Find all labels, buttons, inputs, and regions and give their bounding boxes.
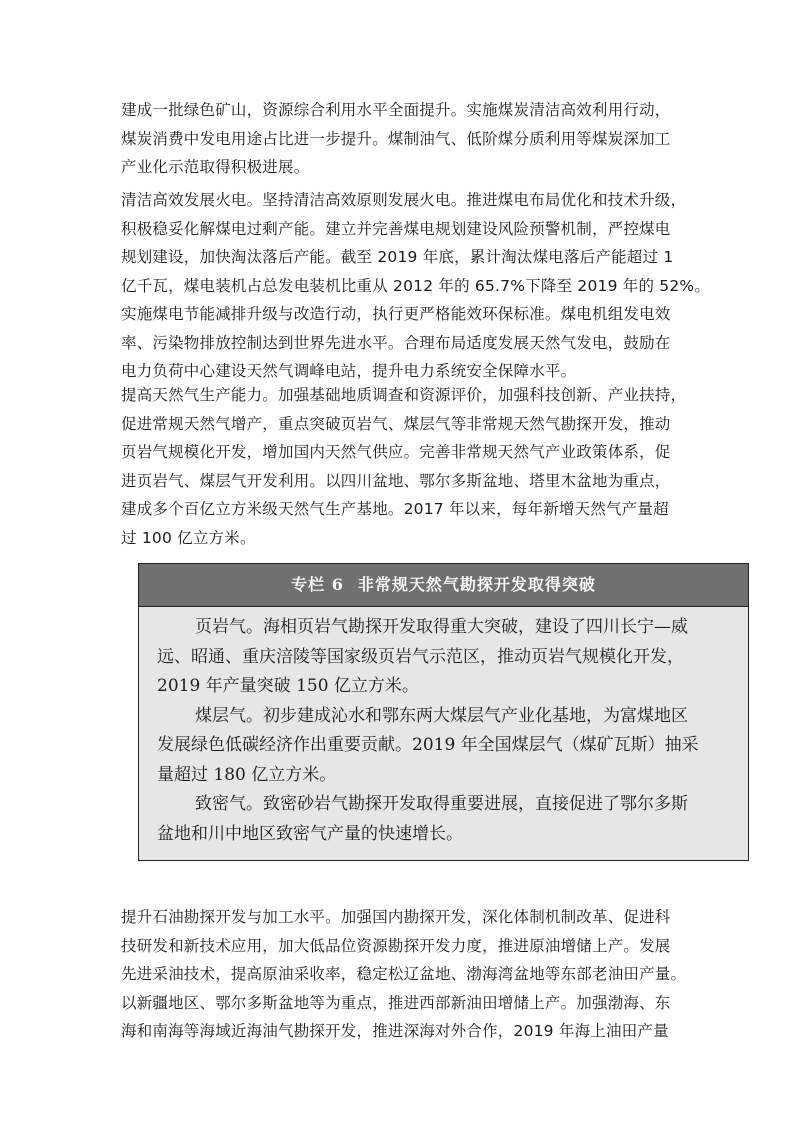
text-line: 海和南海等海域近海油气勘探开发，推进深海对外合作，2019 年海上油田产量 [121, 1022, 669, 1040]
text-line: 清洁高效发展火电。坚持清洁高效原则发展火电。推进煤电布局优化和技术升级， [121, 191, 687, 209]
text-line: 技研发和新技术应用，加大低品位资源勘探开发力度，推进原油增储上产。发展 [121, 936, 671, 955]
text-line: 产业化示范取得积极进展。 [121, 158, 310, 176]
text-line: 提高天然气生产能力。加强基础地质调查和资源评价，加强科技创新、产业扶持， [121, 386, 687, 404]
sidebar-line: 页岩气。海相页岩气勘探开发取得重大突破，建设了四川长宁—威 [195, 617, 688, 637]
paragraph-oil-exploration [121, 903, 687, 1046]
text-line: 页岩气规模化开发，增加国内天然气供应。完善非常规天然气产业政策体系，促 [121, 443, 671, 461]
text-line: 进页岩气、煤层气开发利用。以四川盆地、鄂尔多斯盆地、塔里木盆地为重点， [121, 471, 671, 490]
sidebar-number: 专栏 6 [291, 575, 344, 594]
text-line: 规划建设，加快淘汰落后产能。截至 2019 年底，累计淘汰煤电落后产能超过 1 [121, 248, 674, 266]
text-line: 建成一批绿色矿山，资源综合利用水平全面提升。实施煤炭清洁高效利用行动， [121, 101, 671, 119]
sidebar-header [139, 564, 748, 607]
text-line: 电力负荷中心建设天然气调峰电站，提升电力系统安全保障水平。 [121, 362, 577, 380]
paragraph-coal-utilization [121, 96, 681, 182]
text-line: 率、污染物排放控制达到世界先进水平。合理布局适度发展天然气发电，鼓励在 [121, 333, 671, 352]
sidebar-line: 量超过 180 亿立方米。 [157, 764, 337, 785]
sidebar-line: 发展绿色低碳经济作出重要贡献。2019 年全国煤层气（煤矿瓦斯）抽采 [157, 735, 699, 755]
sidebar-title: 非常规天然气勘探开发取得突破 [357, 575, 596, 594]
text-line: 先进采油技术，提高原油采收率，稳定松辽盆地、渤海湾盆地等东部老油田产量。 [121, 965, 687, 983]
text-line: 过 100 亿立方米。 [121, 528, 256, 547]
sidebar-line: 远、昭通、重庆涪陵等国家级页岩气示范区，推动页岩气规模化开发， [157, 646, 684, 667]
text-line: 实施煤电节能减排升级与改造行动，执行更严格能效环保标准。煤电机组发电效 [121, 305, 671, 323]
text-line: 煤炭消费中发电用途占比进一步提升。煤制油气、低阶煤分质利用等煤炭深加工 [121, 129, 671, 148]
sidebar-line: 2019 年产量突破 150 亿立方米。 [157, 676, 419, 696]
paragraph-thermal-power [121, 186, 711, 386]
text-line: 亿千瓦，煤电装机占总发电装机比重从 2012 年的 65.7%下降至 2019 年的 52%。 [121, 276, 711, 295]
text-line: 积极稳妥化解煤电过剩产能。建立并完善煤电规划建设风险预警机制，严控煤电 [121, 219, 671, 238]
text-line: 以新疆地区、鄂尔多斯盆地等为重点，推进西部新油田增储上产。加强渤海、东 [121, 993, 671, 1012]
sidebar-line: 致密气。致密砂岩气勘探开发取得重要进展，直接促进了鄂尔多斯 [195, 794, 688, 814]
text-line: 促进常规天然气增产，重点突破页岩气、煤层气等非常规天然气勘探开发，推动 [121, 414, 671, 433]
text-line: 建成多个百亿立方米级天然气生产基地。2017 年以来，每年新增天然气产量超 [121, 500, 669, 518]
sidebar-box [138, 563, 749, 861]
text-line: 提升石油勘探开发与加工水平。加强国内勘探开发，深化体制机制改革、促进科 [121, 908, 671, 926]
sidebar-line: 煤层气。初步建成沁水和鄂东两大煤层气产业化基地，为富煤地区 [195, 705, 688, 726]
paragraph-natural-gas [121, 381, 687, 552]
sidebar-line: 盆地和川中地区致密气产量的快速增长。 [157, 823, 463, 844]
sidebar-body [139, 607, 748, 849]
